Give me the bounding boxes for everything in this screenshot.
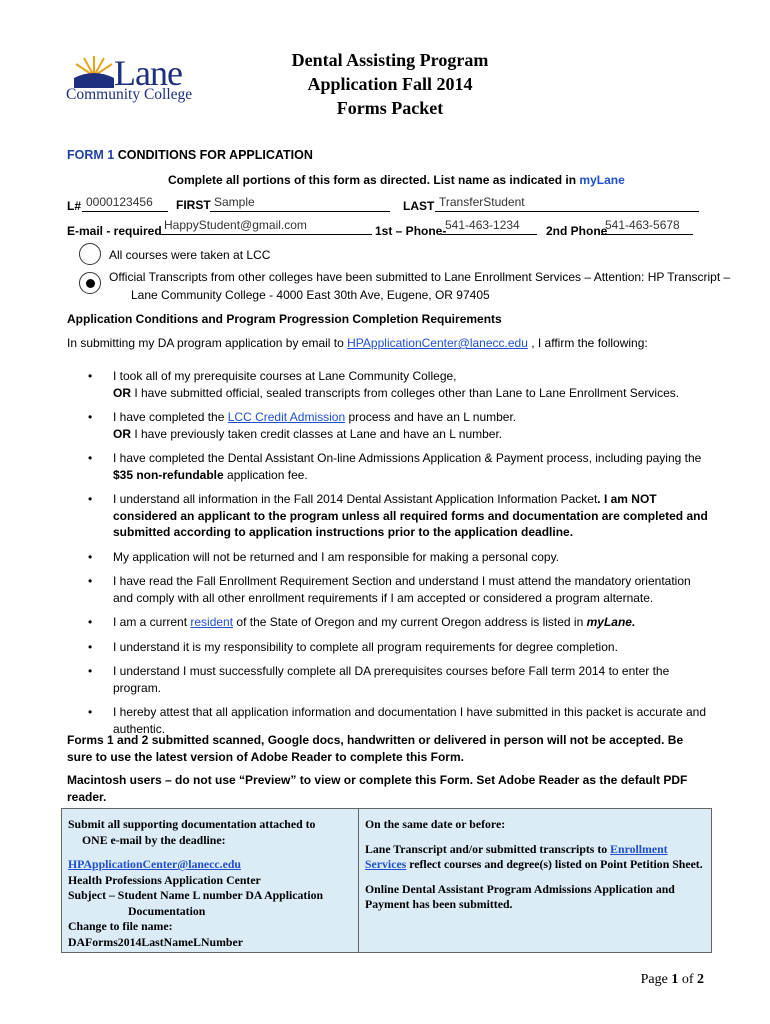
list-item: • I understand it is my responsibility to complete all program requirements for degree completion.: [88, 639, 618, 654]
first-name-field[interactable]: Sample: [210, 196, 390, 212]
logo-word: Lane: [114, 53, 182, 93]
affirm-line: [67, 336, 648, 350]
list-item: • I understand I must successfully complete all DA prerequisites courses before Fall term 2014 to enter the program.: [88, 664, 670, 695]
first-name-label: FIRST: [176, 198, 211, 212]
instruction: [168, 173, 625, 187]
phone2-field[interactable]: 541-463-5678: [601, 219, 693, 235]
radio-transcripts-submitted[interactable]: [79, 272, 101, 294]
radio-all-lcc-label: All courses were taken at LCC: [109, 248, 271, 262]
instruction-text: Complete all portions of this form as directed. List name as indicated in: [168, 173, 577, 187]
list-item: • My application will not be returned and I am responsible for making a personal copy.: [88, 549, 560, 564]
macintosh-note: Macintosh users – do not use “Preview” to view or complete this Form. Set Adobe Reader as the default PDF reader.: [67, 773, 688, 804]
l-number-label: L#: [67, 199, 82, 213]
sunrise-icon: [70, 54, 118, 88]
submission-note: Forms 1 and 2 submitted scanned, Google docs, handwritten or delivered in person will not be accepted. Be sure to use the latest version of Adobe Reader to complete this Form.: [67, 733, 684, 764]
conditions-heading: Application Conditions and Program Progression Completion Requirements: [67, 312, 502, 326]
email-label: E-mail - required: [67, 224, 162, 238]
title-line-2: Application Fall 2014: [307, 74, 473, 94]
title-line-1: Dental Assisting Program: [291, 50, 489, 70]
title-line-3: Forms Packet: [336, 98, 444, 118]
list-item: • I hereby attest that all application information and documentation I have submitted in this packet is accurate and authentic.: [88, 705, 707, 736]
list-item: • I took all of my prerequisite courses at Lane Community College, OR I have submitted official, sealed transcripts from colleges other than Lane to Lane Enrollment Services.: [88, 369, 680, 400]
last-name-label: LAST: [403, 199, 435, 213]
enrollment-services-link[interactable]: Enrollment Services: [365, 841, 668, 871]
credit-admission-link[interactable]: LCC Credit Admission: [227, 410, 346, 424]
radio-all-lcc[interactable]: [79, 243, 101, 265]
deadline-table: [61, 808, 712, 953]
hp-email-link[interactable]: HPApplicationCenter@lanecc.edu: [347, 336, 528, 350]
affirm-post: , I affirm the following:: [531, 336, 648, 350]
logo-subtitle: Community College: [66, 86, 193, 103]
conditions-list: [88, 368, 708, 745]
list-item: • I understand all information in the Fall 2014 Dental Assistant Application Information Packet. I am NOT considered an applicant to the program unless all required forms and documentation are completed and submitted according to application instructions prior to the application deadline.: [88, 492, 708, 539]
radio-transcripts-label-2: Lane Community College - 4000 East 30th Ave, Eugene, OR 97405: [131, 288, 490, 302]
list-item: • I have read the Fall Enrollment Requirement Section and understand I must attend the mandatory orientation and comply with all other enrollment requirements if I am accepted or considered a program alternate.: [88, 574, 691, 605]
mylane-link[interactable]: myLane: [579, 173, 625, 187]
page-number: Page 1 of 2: [640, 972, 704, 987]
table-cell-left: Submit all supporting documentation attached to ONE e-mail by the deadline: HPApplicationCenter@lanecc.edu Health Professions Application Center Subject – Student Name L number DA Application Documentation Change to file name: DAForms2014LastNameLNumber: [62, 809, 359, 952]
list-item: • I am a current resident of the State of Oregon and my current Oregon address is listed in myLane.: [88, 615, 636, 629]
email-field[interactable]: HappyStudent@gmail.com: [160, 219, 372, 235]
affirm-pre: In submitting my DA program application by email to: [67, 336, 344, 350]
lane-logo: [64, 48, 214, 108]
form-number: FORM 1: [67, 148, 115, 162]
list-item: • I have completed the LCC Credit Admission process and have an L number. OR I have previously taken credit classes at Lane and have an L number.: [88, 410, 517, 441]
form-title: CONDITIONS FOR APPLICATION: [117, 148, 313, 162]
resident-link[interactable]: resident: [190, 615, 234, 629]
l-number-field[interactable]: 0000123456: [82, 196, 168, 212]
last-name-field[interactable]: TransferStudent: [435, 196, 699, 212]
table-cell-right: On the same date or before: Lane Transcript and/or submitted transcripts to Enrollment Services reflect courses and degree(s) listed on Point Petition Sheet. Online Dental Assistant Program Admissions Application and Payment has been submitted.: [365, 817, 703, 911]
phone1-label: 1st – Phone-: [375, 224, 447, 238]
phone1-field[interactable]: 541-463-1234: [441, 219, 537, 235]
table-email-link[interactable]: HPApplicationCenter@lanecc.edu: [68, 857, 241, 871]
form-heading: [67, 148, 313, 162]
radio-transcripts-label: Official Transcripts from other colleges have been submitted to Lane Enrollment Services – Attention: HP Transcript –: [109, 270, 731, 284]
phone2-label: 2nd Phone: [546, 224, 608, 238]
list-item: • I have completed the Dental Assistant On-line Admissions Application & Payment process, including paying the $35 non-refundable application fee.: [88, 451, 702, 482]
